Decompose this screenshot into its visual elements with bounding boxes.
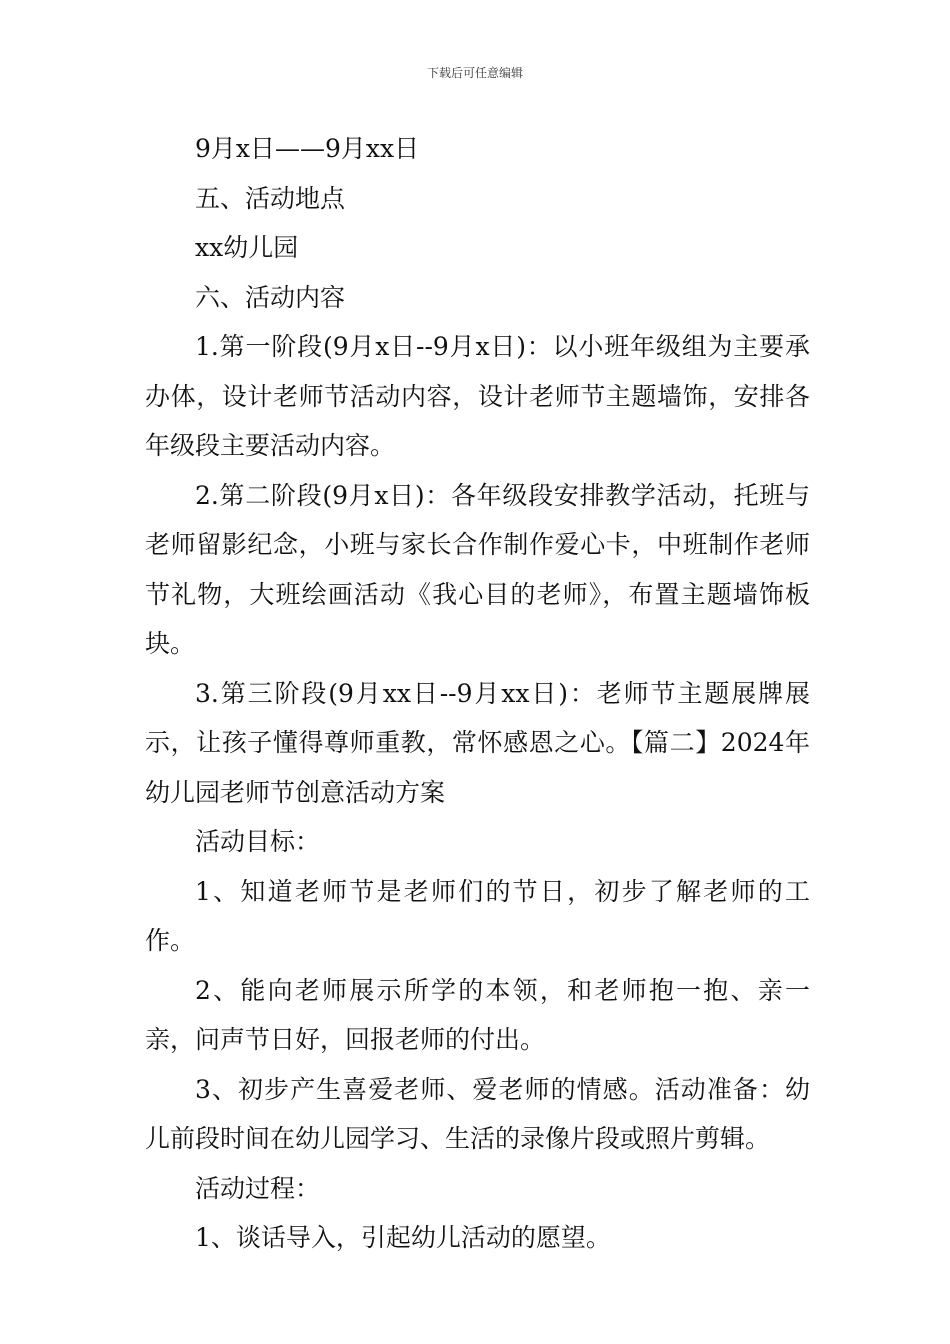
heading-activity-content: 六、活动内容 [195, 282, 346, 312]
heading-activity-goals: 活动目标： [195, 827, 321, 856]
paragraph-activity-time: 9月x日——9月xx日 [195, 134, 420, 163]
document-body [145, 124, 810, 1263]
heading-activity-location: 五、活动地点 [195, 183, 346, 213]
paragraph-stage-two: 2.第二阶段(9月x日)：各年级段安排教学活动，托班与老师留影纪念，小班与家长合作制作爱心卡，中班制作老师节礼物，大班绘画活动《我心目的老师》，布置主题墙饰板块。 [145, 480, 810, 658]
page-header-note: 下载后可任意编辑 [426, 66, 523, 80]
paragraph-process-one: 1、谈话导入，引起幼儿活动的愿望。 [195, 1223, 611, 1252]
paragraph-goal-two: 2、能向老师展示所学的本领，和老师抱一抱、亲一亲，问声节日好，回报老师的付出。 [145, 975, 810, 1054]
paragraph-stage-three: 3.第三阶段(9月xx日--9月xx日)：老师节主题展牌展示，让孩子懂得尊师重教，常怀感恩之心。【篇二】2024年幼儿园老师节创意活动方案 [145, 678, 810, 807]
heading-activity-process: 活动过程： [195, 1173, 321, 1203]
paragraph-goal-one: 1、知道老师节是老师们的节日，初步了解老师的工作。 [145, 876, 810, 955]
paragraph-location: xx幼儿园 [195, 233, 299, 262]
paragraph-goal-three: 3、初步产生喜爱老师、爱老师的情感。活动准备：幼儿前段时间在幼儿园学习、生活的录像片段或照片剪辑。 [145, 1074, 810, 1153]
paragraph-stage-one: 1.第一阶段(9月x日--9月x日)：以小班年级组为主要承办体，设计老师节活动内容，设计老师节主题墙饰，安排各年级段主要活动内容。 [145, 332, 810, 460]
